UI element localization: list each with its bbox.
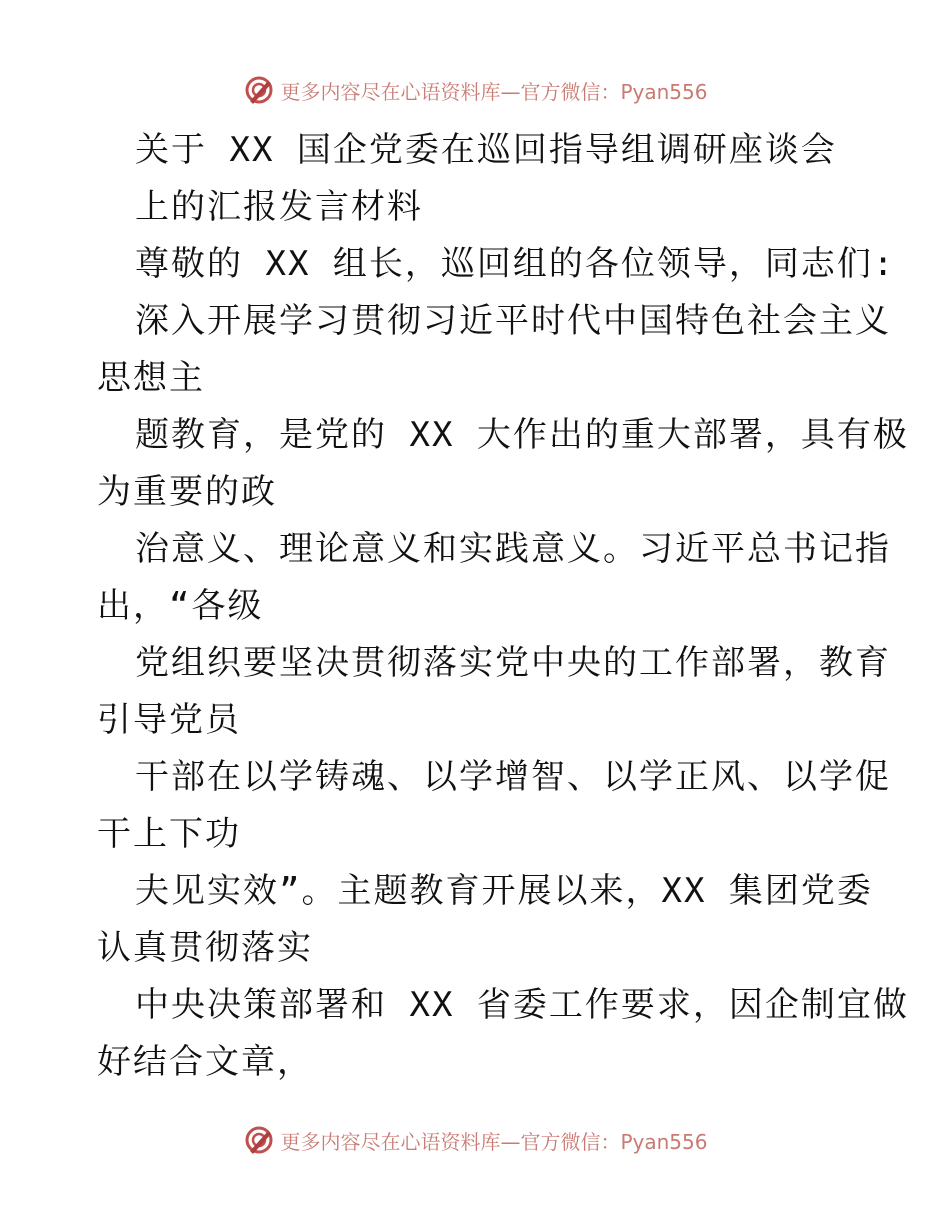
paragraph-line: 好结合文章， bbox=[97, 1042, 313, 1082]
watermark-text: 更多内容尽在心语资料库—官方微信：Pyan556 bbox=[280, 1129, 708, 1154]
paragraph-line: 认真贯彻落实 bbox=[97, 928, 313, 968]
document-title-line-1: 关于 XX 国企党委在巡回指导组调研座谈会 bbox=[135, 130, 837, 170]
document-title-line-2: 上的汇报发言材料 bbox=[135, 187, 423, 227]
paragraph-line: 思想主 bbox=[97, 358, 205, 398]
paragraph-line: 出，“各级 bbox=[97, 586, 264, 626]
pen-swirl-logo-icon bbox=[242, 1123, 276, 1157]
paragraph-line: 为重要的政 bbox=[97, 472, 277, 512]
watermark-text: 更多内容尽在心语资料库—官方微信：Pyan556 bbox=[280, 79, 708, 104]
paragraph-line: 引导党员 bbox=[97, 700, 241, 740]
paragraph-line: 题教育，是党的 XX 大作出的重大部署，具有极 bbox=[135, 415, 909, 455]
paragraph-line: 深入开展学习贯彻习近平时代中国特色社会主义 bbox=[135, 301, 891, 341]
watermark-header bbox=[0, 70, 950, 110]
watermark-footer bbox=[0, 1120, 950, 1160]
greeting-line: 尊敬的 XX 组长，巡回组的各位领导，同志们: bbox=[135, 244, 896, 284]
paragraph-line: 中央决策部署和 XX 省委工作要求，因企制宜做 bbox=[135, 985, 909, 1025]
paragraph-line: 夫见实效”。主题教育开展以来，XX 集团党委 bbox=[135, 871, 873, 911]
pen-swirl-logo-icon bbox=[242, 73, 276, 107]
paragraph-line: 党组织要坚决贯彻落实党中央的工作部署，教育 bbox=[135, 643, 891, 683]
paragraph-line: 干部在以学铸魂、以学增智、以学正风、以学促 bbox=[135, 757, 891, 797]
paragraph-line: 治意义、理论意义和实践意义。习近平总书记指 bbox=[135, 529, 891, 569]
paragraph-line: 干上下功 bbox=[97, 814, 241, 854]
